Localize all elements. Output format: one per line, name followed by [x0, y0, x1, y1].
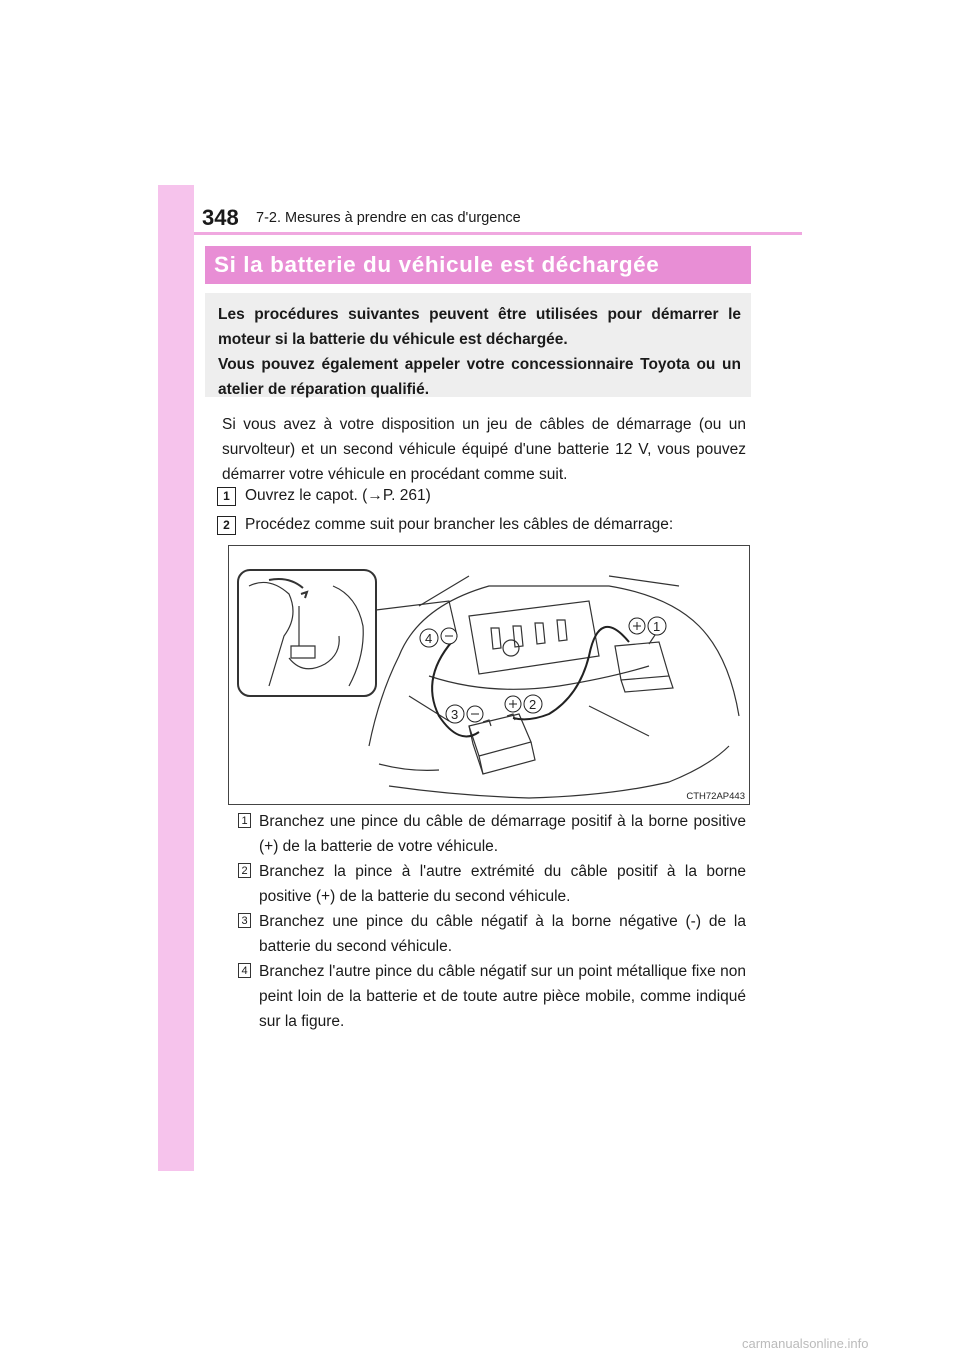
- step-number-badge: 1: [217, 487, 236, 506]
- chapter-sidebar-tab: [158, 185, 194, 1171]
- callout-2: [505, 695, 542, 713]
- substep-text: Branchez une pince du câble négatif à la borne négative (-) de la batterie du second véhicule.: [259, 913, 746, 955]
- substep-text: Branchez la pince à l'autre extrémité du câble positif à la borne positive (+) de la batterie du second véhicule.: [259, 863, 746, 905]
- breadcrumb: 7-2. Mesures à prendre en cas d'urgence: [256, 210, 521, 226]
- figure-code: CTH72AP443: [686, 791, 745, 802]
- callout-3: [446, 705, 483, 723]
- substep-number: 1: [238, 813, 251, 828]
- substep-1: [238, 809, 746, 859]
- watermark: carmanualsonline.info: [742, 1336, 869, 1351]
- step-text: Ouvrez le capot. (→P. 261): [245, 487, 431, 504]
- jump-start-figure: [228, 545, 750, 805]
- step-number-badge: 2: [217, 516, 236, 535]
- substep-number: 2: [238, 863, 251, 878]
- callout-4: [420, 628, 457, 647]
- substep-number: 3: [238, 913, 251, 928]
- body-paragraph: Si vous avez à votre disposition un jeu de câbles de démarrage (ou un survolteur) et un second véhicule équipé d'une batterie 12 V, vous pouvez démarrer votre véhicule en procédant comme suit.: [222, 416, 746, 483]
- step-text: Procédez comme suit pour brancher les câbles de démarrage:: [245, 516, 674, 533]
- substep-3: [238, 909, 746, 959]
- header-rule: [194, 232, 802, 235]
- engine-bay-illustration: [229, 546, 749, 804]
- step-2: [217, 513, 673, 537]
- substep-text: Branchez l'autre pince du câble négatif sur un point métallique fixe non peint loin de la batterie et de toute autre pièce mobile, comme indiqué sur la figure.: [259, 963, 746, 1030]
- callout-1-label: 1: [653, 619, 661, 634]
- substep-text: Branchez une pince du câble de démarrage positif à la borne positive (+) de la batterie de votre véhicule.: [259, 813, 746, 855]
- callout-1: [629, 617, 666, 635]
- intro-text-1: Les procédures suivantes peuvent être utilisées pour démarrer le moteur si la batterie du véhicule est déchargée.: [218, 306, 741, 348]
- callout-4-label: 4: [425, 631, 433, 646]
- callout-2-label: 2: [529, 697, 537, 712]
- section-title: Si la batterie du véhicule est déchargée: [214, 252, 660, 277]
- page-number: 348: [202, 205, 239, 230]
- intro-text-2: Vous pouvez également appeler votre concessionnaire Toyota ou un atelier de réparation qualifié.: [218, 356, 741, 398]
- step-1: [217, 484, 431, 508]
- substep-number: 4: [238, 963, 251, 978]
- substep-4: [238, 959, 746, 1034]
- intro-box: [205, 293, 751, 397]
- callout-3-label: 3: [451, 707, 459, 722]
- substep-2: [238, 859, 746, 909]
